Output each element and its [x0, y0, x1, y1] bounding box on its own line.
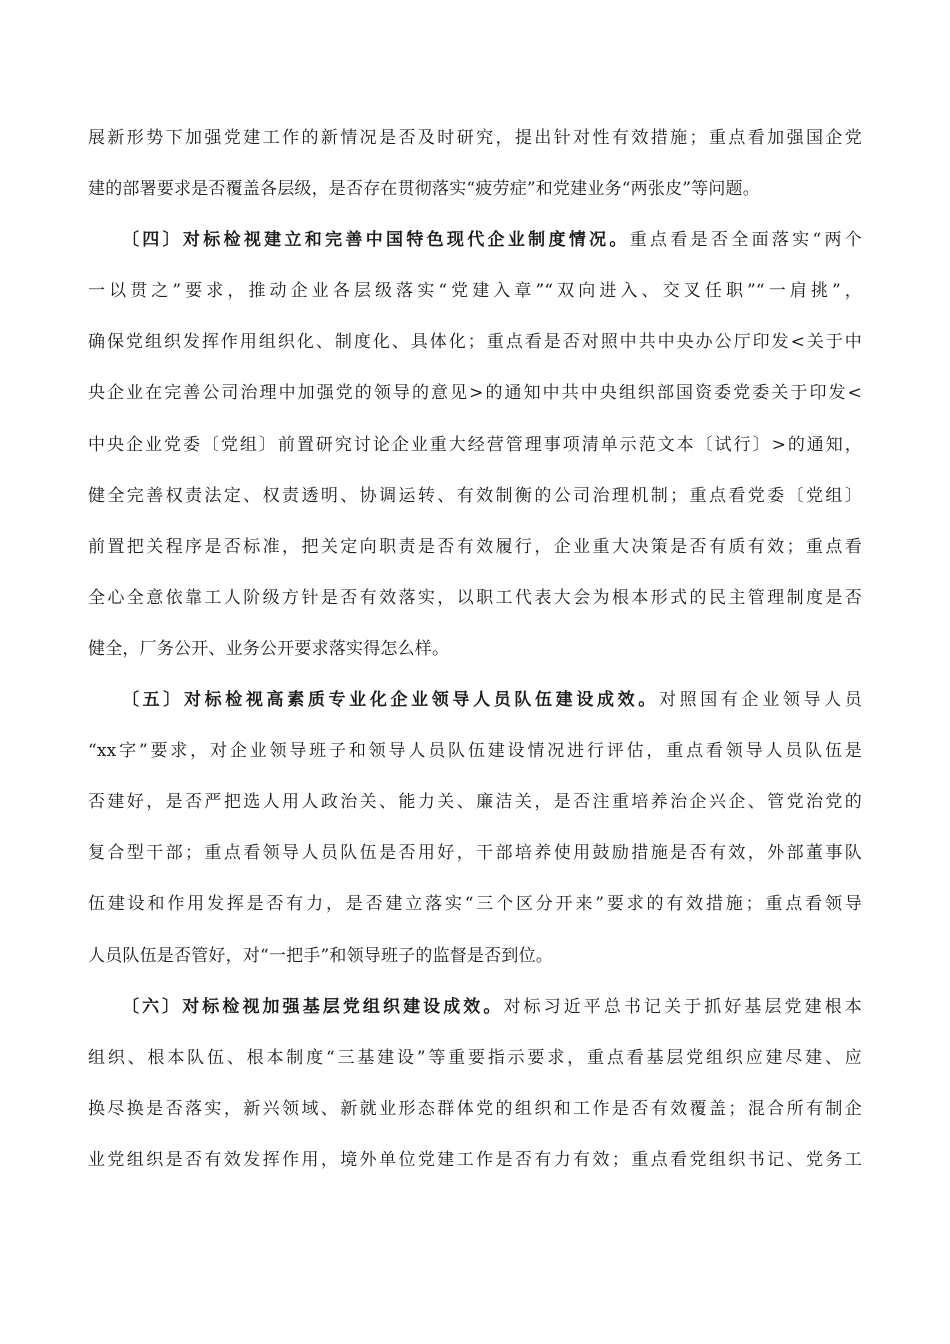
section-first-line	[88, 987, 862, 1038]
paragraph-line: 伍建设和作用发挥是否有力，是否建立落实“三个区分开来”要求的有效措施；重点看领导	[88, 894, 862, 915]
section-first-line	[88, 220, 862, 271]
section-heading: 〔五〕对标检视高素质专业化企业领导人员队伍建设成效。	[122, 690, 659, 711]
paragraph-line: 央企业在完善公司治理中加强党的领导的意见>的通知中共中央组织部国资委党委关于印发<	[88, 383, 862, 404]
paragraph-line: 换尽换是否落实，新兴领域、新就业形态群体党的组织和工作是否有效覆盖；混合所有制企	[88, 1098, 862, 1119]
paragraph-line: 人员队伍是否管好，对“一把手”和领导班子的监督是否到位。	[88, 945, 553, 966]
section-text: 重点看是否全面落实“两个	[629, 230, 862, 251]
section-four	[88, 220, 862, 680]
paragraph-line: 中央企业党委〔党组〕前置研究讨论企业重大经营管理事项清单示范文本〔试行〕>的通知，	[88, 434, 862, 455]
paragraph-line: 确保党组织发挥作用组织化、制度化、具体化；重点看是否对照中共中央办公厅印发<关于中	[88, 332, 862, 353]
section-five	[88, 680, 862, 987]
paragraph-line: 前置把关程序是否标准，把关定向职责是否有效履行，企业重大决策是否有质有效；重点看	[88, 536, 862, 557]
document-page	[88, 118, 862, 1191]
paragraph-line: 复合型干部；重点看领导人员队伍是否用好，干部培养使用鼓励措施是否有效，外部董事队	[88, 843, 862, 864]
section-text: 对标习近平总书记关于抓好基层党建根本	[503, 996, 862, 1017]
paragraph-line: 组织、根本队伍、根本制度“三基建设”等重要指示要求，重点看基层党组织应建尽建、应	[88, 1047, 862, 1068]
paragraph-line: 全心全意依靠工人阶级方针是否有效落实，以职工代表大会为根本形式的民主管理制度是否	[88, 587, 862, 608]
section-heading: 〔四〕对标检视建立和完善中国特色现代企业制度情况。	[122, 230, 630, 251]
paragraph-line: 建的部署要求是否覆盖各层级，是否存在贯彻落实“疲劳症”和党建业务“两张皮”等问题。	[88, 179, 760, 200]
section-heading: 〔六〕对标检视加强基层党组织建设成效。	[122, 996, 504, 1017]
paragraph-line: 业党组织是否有效发挥作用，境外单位党建工作是否有力有效；重点看党组织书记、党务工	[88, 1149, 862, 1170]
section-six	[88, 987, 862, 1191]
paragraph-line: “xx字”要求，对企业领导班子和领导人员队伍建设情况进行评估，重点看领导人员队伍是	[88, 741, 862, 762]
section-text: 对照国有企业领导人员	[658, 690, 862, 711]
paragraph-line: 一以贯之”要求，推动企业各层级落实“党建入章”“双向进入、交叉任职”“一肩挑”，	[88, 281, 862, 302]
section-first-line	[88, 680, 862, 731]
paragraph-line: 健全完善权责法定、权责透明、协调运转、有效制衡的公司治理机制；重点看党委〔党组〕	[88, 485, 862, 506]
paragraph-line: 健全，厂务公开、业务公开要求落实得怎么样。	[88, 638, 450, 659]
paragraph-line: 否建好，是否严把选人用人政治关、能力关、廉洁关，是否注重培养治企兴企、管党治党的	[88, 792, 862, 813]
paragraph-line: 展新形势下加强党建工作的新情况是否及时研究，提出针对性有效措施；重点看加强国企党	[88, 128, 862, 148]
intro-paragraph	[88, 118, 862, 220]
